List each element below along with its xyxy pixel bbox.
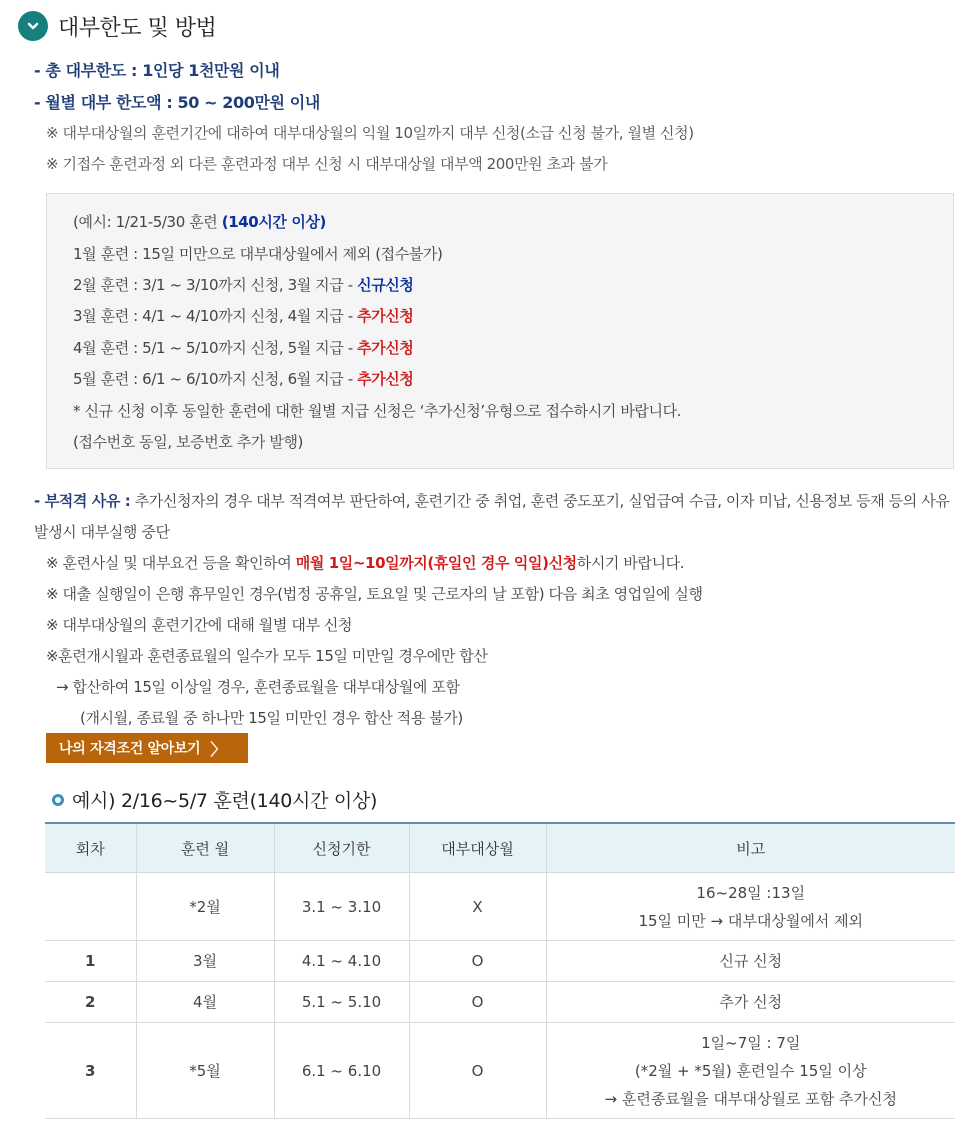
example-table bbox=[45, 822, 955, 1119]
disq-note-1 bbox=[34, 548, 954, 579]
additional-application-tag: 추가신청 bbox=[357, 370, 414, 388]
example-intro-hours: (140시간 이상) bbox=[221, 213, 326, 231]
cell-target: X bbox=[409, 873, 546, 941]
example-apr bbox=[73, 337, 413, 358]
additional-application-tag: 추가신청 bbox=[357, 307, 414, 325]
remark-line: 신규 신청 bbox=[719, 952, 783, 970]
remark-line: (*2월 + *5월) 훈련일수 15일 이상 bbox=[634, 1061, 867, 1080]
example-note-1: * 신규 신청 이후 동일한 훈련에 대한 월별 지급 신청은 ‘추가신청’유형으로 접수하시기 바랍니다. bbox=[73, 402, 682, 420]
example-mar-text: 3월 훈련 : 4/1 ~ 4/10까지 신청, 4월 지급 - bbox=[73, 307, 358, 325]
chevron-down-icon[interactable] bbox=[18, 11, 48, 41]
example-may bbox=[73, 368, 413, 389]
cell-month: *2월 bbox=[136, 873, 274, 941]
cell-round: 2 bbox=[45, 982, 136, 1023]
disq-note-5: → 합산하여 15일 이상일 경우, 훈련종료월을 대부대상월에 포함 bbox=[56, 678, 460, 696]
cell-remarks bbox=[546, 941, 955, 982]
disqualification-text bbox=[34, 486, 954, 548]
cell-month: 3월 bbox=[136, 941, 274, 982]
header-round: 회차 bbox=[45, 823, 136, 873]
total-limit: - 총 대부한도 : 1인당 1천만원 이내 bbox=[34, 61, 280, 80]
cell-deadline: 6.1 ~ 6.10 bbox=[274, 1023, 409, 1119]
example-feb-text: 2월 훈련 : 3/1 ~ 3/10까지 신청, 3월 지급 - bbox=[73, 276, 358, 294]
cell-deadline: 3.1 ~ 3.10 bbox=[274, 873, 409, 941]
limit-note-1: ※ 대부대상월의 훈련기간에 대하여 대부대상월의 익월 10일까지 대부 신청(소급 신청 불가, 월별 신청) bbox=[46, 124, 694, 142]
cell-deadline: 4.1 ~ 4.10 bbox=[274, 941, 409, 982]
check-eligibility-button[interactable] bbox=[46, 733, 248, 763]
new-application-tag: 신규신청 bbox=[357, 276, 414, 294]
remark-line: 16~28일 :13일 bbox=[696, 883, 806, 902]
example-apr-text: 4월 훈련 : 5/1 ~ 5/10까지 신청, 5월 지급 - bbox=[73, 339, 358, 357]
table-row bbox=[45, 873, 955, 941]
disq-note-6: (개시월, 종료월 중 하나만 15일 미만인 경우 합산 적용 불가) bbox=[80, 709, 463, 727]
header-deadline: 신청기한 bbox=[274, 823, 409, 873]
example-jan: 1월 훈련 : 15일 미만으로 대부대상월에서 제외 (접수불가) bbox=[73, 245, 443, 263]
table-row bbox=[45, 1023, 955, 1119]
cell-month: 4월 bbox=[136, 982, 274, 1023]
remark-line: 15일 미만 → 대부대상월에서 제외 bbox=[638, 911, 864, 930]
disqualification-label: - 부적격 사유 : bbox=[34, 492, 131, 510]
disqualification-desc: 추가신청자의 경우 대부 적격여부 판단하여, 훈련기간 중 취업, 훈련 중도포기, 실업급여 수급, 이자 미납, 신용정보 등재 등의 사유 발생시 대부실행 중단 bbox=[34, 492, 950, 541]
cell-deadline: 5.1 ~ 5.10 bbox=[274, 982, 409, 1023]
additional-application-tag: 추가신청 bbox=[357, 339, 414, 357]
chevron-right-icon: 〉 bbox=[210, 739, 227, 759]
bullet-icon bbox=[52, 794, 64, 806]
disq-note-1-highlight: 매월 1일~10일까지(휴일인 경우 익일)신청 bbox=[295, 554, 577, 572]
cell-remarks bbox=[546, 982, 955, 1023]
cell-month: *5월 bbox=[136, 1023, 274, 1119]
example-subtitle bbox=[52, 786, 377, 813]
example-subtitle-text: 예시) 2/16~5/7 훈련(140시간 이상) bbox=[72, 790, 378, 812]
header-target: 대부대상월 bbox=[409, 823, 546, 873]
remark-line: 추가 신청 bbox=[719, 993, 783, 1011]
section-title: 대부한도 및 방법 bbox=[58, 15, 217, 41]
header-month: 훈련 월 bbox=[136, 823, 274, 873]
example-mar bbox=[73, 305, 413, 326]
cell-remarks bbox=[546, 873, 955, 941]
check-eligibility-label: 나의 자격조건 알아보기 bbox=[59, 741, 201, 757]
cell-round: 3 bbox=[45, 1023, 136, 1119]
table-row bbox=[45, 941, 955, 982]
example-may-text: 5월 훈련 : 6/1 ~ 6/10까지 신청, 6월 지급 - bbox=[73, 370, 358, 388]
example-box bbox=[46, 193, 954, 469]
example-feb bbox=[73, 274, 413, 295]
cell-remarks bbox=[546, 1023, 955, 1119]
cell-round bbox=[45, 873, 136, 941]
table-row bbox=[45, 982, 955, 1023]
example-intro-text: (예시: 1/21-5/30 훈련 bbox=[73, 213, 222, 231]
disq-note-3: ※ 대부대상월의 훈련기간에 대해 월별 대부 신청 bbox=[46, 616, 353, 634]
example-intro bbox=[73, 211, 326, 232]
section-header bbox=[18, 9, 216, 43]
disq-note-2: ※ 대출 실행일이 은행 휴무일인 경우(법정 공휴일, 토요일 및 근로자의 날 포함) 다음 최초 영업일에 실행 bbox=[46, 585, 703, 603]
limit-note-2: ※ 기접수 훈련과정 외 다른 훈련과정 대부 신청 시 대부대상월 대부액 200만원 초과 불가 bbox=[46, 155, 608, 173]
remark-line: → 훈련종료월을 대부대상월로 포함 추가신청 bbox=[604, 1089, 897, 1108]
disqualification-section bbox=[34, 486, 954, 734]
disq-note-1-prefix: ※ 훈련사실 및 대부요건 등을 확인하여 bbox=[46, 554, 296, 572]
example-note-2: (접수번호 동일, 보증번호 추가 발행) bbox=[73, 433, 304, 451]
remark-line: 1일~7일 : 7일 bbox=[701, 1033, 801, 1052]
cell-round: 1 bbox=[45, 941, 136, 982]
disq-note-1-suffix: 하시기 바랍니다. bbox=[576, 554, 685, 572]
cell-target: O bbox=[409, 941, 546, 982]
cell-target: O bbox=[409, 1023, 546, 1119]
disq-note-4: ※훈련개시월과 훈련종료월의 일수가 모두 15일 미만일 경우에만 합산 bbox=[46, 647, 488, 665]
cell-target: O bbox=[409, 982, 546, 1023]
header-remarks: 비고 bbox=[546, 823, 955, 873]
monthly-limit: - 월별 대부 한도액 : 50 ~ 200만원 이내 bbox=[34, 93, 320, 112]
table-header-row bbox=[45, 823, 955, 873]
